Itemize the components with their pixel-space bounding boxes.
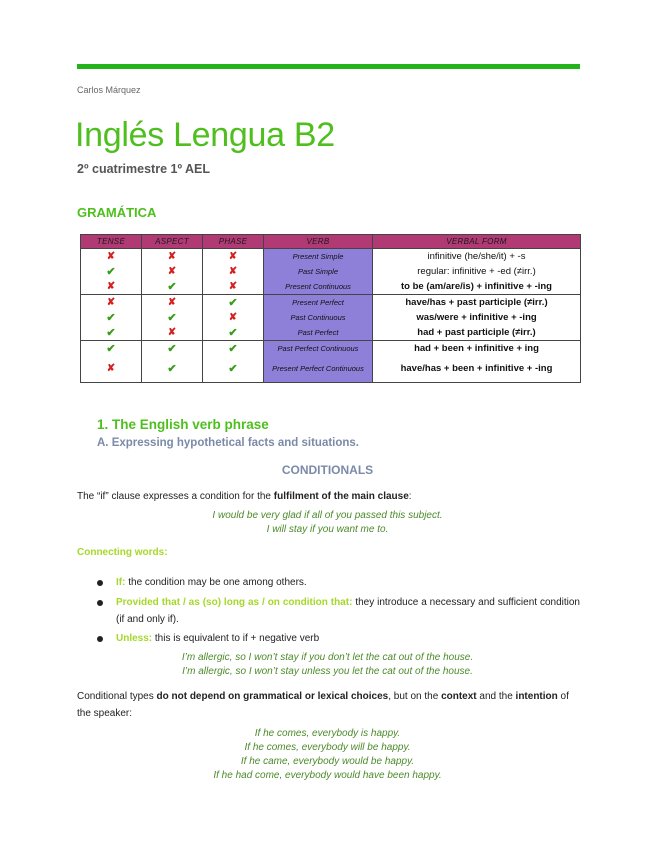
aspect-mark-icon: ✔ bbox=[167, 363, 177, 376]
example-line: If he had come, everybody would have been happy. bbox=[213, 770, 442, 781]
cell-verbal-form: regular: infinitive + -ed (≠irr.) bbox=[373, 264, 581, 279]
cell-phase bbox=[203, 249, 264, 265]
cell-verb: Past Perfect bbox=[264, 325, 373, 341]
cell-tense bbox=[81, 341, 142, 357]
section-title: GRAMÁTICA bbox=[77, 205, 157, 220]
types-text: of the speaker: bbox=[77, 691, 569, 719]
cell-verbal-form: infinitive (he/she/it) + -s bbox=[373, 249, 581, 265]
header-verbal-form: VERBAL FORM bbox=[373, 235, 581, 249]
table-row bbox=[81, 295, 581, 311]
tense-mark-icon: ✘ bbox=[106, 297, 116, 308]
intro-bold: fulfilment of the main clause bbox=[273, 491, 409, 502]
cell-tense bbox=[81, 264, 142, 279]
bullet-icon bbox=[97, 636, 103, 642]
types-bold: intention bbox=[515, 691, 558, 702]
tense-mark-icon: ✔ bbox=[106, 343, 116, 355]
types-text: and the bbox=[476, 691, 516, 702]
phase-mark-icon: ✔ bbox=[228, 343, 238, 355]
cell-verbal-form: have/has + past participle (≠irr.) bbox=[373, 295, 581, 311]
cell-phase bbox=[203, 279, 264, 295]
cell-verb: Present Continuous bbox=[264, 279, 373, 295]
aspect-mark-icon: ✔ bbox=[167, 312, 177, 324]
bullet-icon bbox=[97, 580, 103, 586]
cell-phase bbox=[203, 295, 264, 311]
tense-mark-icon: ✔ bbox=[106, 327, 116, 339]
cell-verb: Present Perfect bbox=[264, 295, 373, 311]
bullet-provided-that bbox=[116, 594, 580, 628]
table-row bbox=[81, 341, 581, 357]
cell-tense bbox=[81, 310, 142, 325]
cell-aspect bbox=[142, 264, 203, 279]
bullet-text: they introduce a necessary and sufficient condition (if and only if). bbox=[116, 597, 580, 625]
phase-mark-icon: ✔ bbox=[228, 297, 238, 309]
header-aspect: ASPECT bbox=[142, 235, 203, 249]
cell-aspect bbox=[142, 325, 203, 341]
aspect-mark-icon: ✘ bbox=[167, 297, 177, 308]
heading-conditionals: CONDITIONALS bbox=[281, 463, 374, 477]
bullet-text: this is equivalent to if + negative verb bbox=[152, 633, 320, 644]
tense-mark-icon: ✘ bbox=[106, 251, 116, 262]
example-line: I will stay if you want me to. bbox=[266, 524, 389, 535]
table-row bbox=[81, 325, 581, 341]
heading-verb-phrase: 1. The English verb phrase bbox=[97, 417, 269, 432]
cell-phase bbox=[203, 341, 264, 357]
cell-aspect bbox=[142, 295, 203, 311]
cell-verb: Past Simple bbox=[264, 264, 373, 279]
header-phase: PHASE bbox=[203, 235, 264, 249]
aspect-mark-icon: ✘ bbox=[167, 266, 177, 277]
cell-verbal-form: had + been + infinitive + ing bbox=[373, 341, 581, 357]
cell-verb: Present Simple bbox=[264, 249, 373, 265]
types-text: , but on the bbox=[388, 691, 442, 702]
cell-verbal-form: had + past participle (≠irr.) bbox=[373, 325, 581, 341]
cell-phase bbox=[203, 356, 264, 382]
tense-mark-icon: ✘ bbox=[106, 363, 116, 375]
aspect-mark-icon: ✔ bbox=[167, 281, 177, 293]
table-row bbox=[81, 356, 581, 382]
cell-phase bbox=[203, 264, 264, 279]
table-row bbox=[81, 264, 581, 279]
cell-aspect bbox=[142, 356, 203, 382]
types-text: Conditional types bbox=[77, 691, 157, 702]
cell-aspect bbox=[142, 249, 203, 265]
tense-mark-icon: ✔ bbox=[106, 266, 116, 278]
phase-mark-icon: ✘ bbox=[228, 266, 238, 277]
cell-verbal-form: to be (am/are/is) + infinitive + -ing bbox=[373, 279, 581, 295]
cell-aspect bbox=[142, 279, 203, 295]
phase-mark-icon: ✘ bbox=[228, 312, 238, 323]
intro-punct: : bbox=[408, 491, 412, 502]
cell-verbal-form: was/were + infinitive + -ing bbox=[373, 310, 581, 325]
table-header-row bbox=[81, 235, 581, 249]
cell-verb: Present Perfect Continuous bbox=[264, 356, 373, 382]
cell-tense bbox=[81, 249, 142, 265]
phase-mark-icon: ✘ bbox=[228, 251, 238, 262]
bullet-if bbox=[116, 574, 580, 591]
aspect-mark-icon: ✔ bbox=[167, 343, 177, 355]
cell-verbal-form: have/has + been + infinitive + -ing bbox=[373, 356, 581, 382]
heading-hypothetical: A. Expressing hypothetical facts and situations. bbox=[97, 437, 360, 449]
document-subtitle: 2º cuatrimestre 1º AEL bbox=[77, 162, 211, 176]
bullet-text: the condition may be one among others. bbox=[125, 577, 307, 588]
cell-aspect bbox=[142, 310, 203, 325]
phase-mark-icon: ✔ bbox=[228, 327, 238, 339]
author-name: Carlos Márquez bbox=[77, 85, 141, 95]
example-line: If he comes, everybody is happy. bbox=[254, 728, 401, 739]
document-title: Inglés Lengua B2 bbox=[75, 116, 335, 154]
cell-tense bbox=[81, 356, 142, 382]
types-paragraph bbox=[77, 688, 580, 722]
cell-tense bbox=[81, 295, 142, 311]
cell-phase bbox=[203, 310, 264, 325]
cell-verb: Past Perfect Continuous bbox=[264, 341, 373, 357]
table-row bbox=[81, 279, 581, 295]
example-line: I’m allergic, so I won’t stay if you don’t let the cat out of the house. bbox=[181, 652, 474, 663]
example-line: I would be very glad if all of you passed this subject. bbox=[212, 510, 443, 521]
bullet-keyword: Unless: bbox=[116, 633, 153, 644]
table-row bbox=[81, 249, 581, 265]
bullet-unless bbox=[116, 630, 580, 647]
cell-tense bbox=[81, 325, 142, 341]
intro-text: The “if” clause expresses a condition for the bbox=[77, 491, 274, 502]
tense-mark-icon: ✘ bbox=[106, 281, 116, 292]
bullet-keyword: If: bbox=[116, 577, 126, 588]
header-tense: TENSE bbox=[81, 235, 142, 249]
tense-mark-icon: ✔ bbox=[106, 312, 116, 324]
bullet-icon bbox=[97, 600, 103, 606]
example-line: If he comes, everybody will be happy. bbox=[244, 742, 411, 753]
bullet-keyword: Provided that / as (so) long as / on condition that: bbox=[116, 597, 353, 608]
aspect-mark-icon: ✘ bbox=[167, 327, 177, 338]
cell-aspect bbox=[142, 341, 203, 357]
cell-phase bbox=[203, 325, 264, 341]
types-bold: do not depend on grammatical or lexical choices bbox=[156, 691, 389, 702]
table-row bbox=[81, 310, 581, 325]
cell-tense bbox=[81, 279, 142, 295]
cell-verb: Past Continuous bbox=[264, 310, 373, 325]
intro-paragraph bbox=[77, 488, 580, 505]
example-line: If he came, everybody would be happy. bbox=[240, 756, 415, 767]
phase-mark-icon: ✔ bbox=[228, 363, 238, 376]
header-verb: VERB bbox=[264, 235, 373, 249]
grammar-table bbox=[80, 234, 581, 383]
header-accent-bar bbox=[77, 64, 580, 69]
aspect-mark-icon: ✘ bbox=[167, 251, 177, 262]
phase-mark-icon: ✘ bbox=[228, 281, 238, 292]
types-bold: context bbox=[441, 691, 477, 702]
example-line: I’m allergic, so I won’t stay unless you let the cat out of the house. bbox=[182, 666, 473, 677]
connecting-words-label: Connecting words: bbox=[77, 547, 168, 558]
